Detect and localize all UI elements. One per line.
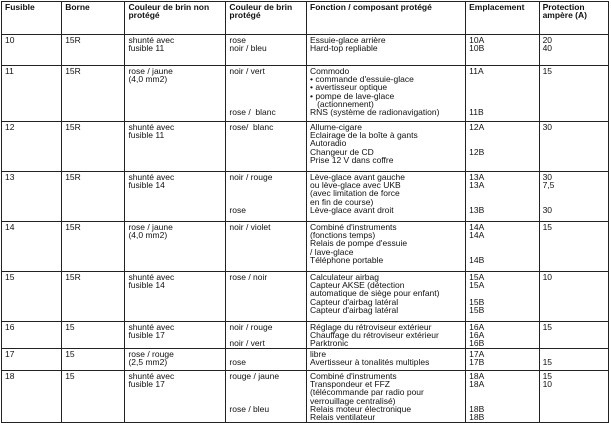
cell-line: (4,0 mm2) <box>128 74 168 85</box>
cell-line <box>229 380 304 388</box>
cell-line: noir / vert <box>229 338 265 349</box>
cell-line <box>229 388 304 396</box>
cell-protection <box>539 172 608 222</box>
cell-line: Commodo <box>310 66 350 76</box>
header-emplacement: Emplacement <box>466 2 539 35</box>
cell-fusible <box>2 371 62 423</box>
cell-line: ou lève-glace avec UKB <box>310 180 401 191</box>
table-row <box>2 122 609 172</box>
cell-non-protege <box>125 222 226 272</box>
cell-line: Parktronic <box>310 338 349 349</box>
cell-value: 14 <box>5 222 15 232</box>
cell-line: 11B <box>469 107 484 118</box>
cell-line: 30 <box>542 172 553 182</box>
cell-line <box>229 181 304 189</box>
cell-line: libre <box>310 349 327 359</box>
cell-line <box>229 83 304 91</box>
cell-fonction <box>307 172 466 222</box>
cell-line: Calculateur airbag <box>310 272 379 282</box>
cell-line: Changeur de CD <box>310 146 374 157</box>
cell-line: 17A <box>469 349 485 359</box>
cell-line <box>543 350 606 358</box>
cell-emplacement <box>466 272 539 322</box>
cell-line: 30 <box>542 204 553 215</box>
cell-line <box>229 92 304 100</box>
header-fusible: Fusible <box>2 2 62 35</box>
cell-line: automatique de siège pour enfant) <box>310 288 440 299</box>
cell-line: Relais ventilateur <box>310 412 376 423</box>
cell-borne <box>62 322 125 349</box>
cell-line: 18A <box>469 379 485 390</box>
cell-line: shunté avec <box>128 172 175 182</box>
cell-value: 18 <box>5 371 15 381</box>
cell-line: 15A <box>469 280 485 291</box>
table-row <box>2 172 609 222</box>
table-row <box>2 322 609 349</box>
cell-emplacement <box>466 349 539 371</box>
cell-line: 15 <box>542 357 553 368</box>
cell-line: fusible 14 <box>128 180 165 191</box>
cell-line: 14B <box>469 254 485 265</box>
cell-line: rouge / jaune <box>229 371 280 381</box>
cell-line: Combiné d'instruments <box>310 371 397 381</box>
cell-borne <box>62 122 125 172</box>
cell-line: 13A <box>469 172 485 182</box>
cell-value: 12 <box>5 122 15 132</box>
cell-line: 15B <box>469 304 485 315</box>
cell-line: rose / blanc <box>229 107 276 118</box>
cell-fusible <box>2 35 62 66</box>
cell-protection <box>539 66 608 122</box>
cell-protection <box>539 322 608 349</box>
cell-non-protege <box>125 322 226 349</box>
cell-value: 13 <box>5 172 15 182</box>
cell-line: Réglage du rétroviseur extérieur <box>310 322 432 332</box>
cell-line: rose/ blanc <box>229 122 274 132</box>
cell-line: 30 <box>542 122 553 132</box>
cell-line: rose / rouge <box>128 349 174 359</box>
cell-fonction <box>307 322 466 349</box>
cell-value: 15R <box>65 172 81 182</box>
cell-line: shunté avec <box>128 122 175 132</box>
cell-emplacement <box>466 371 539 423</box>
header-non-protege: Couleur de brin non protégé <box>125 2 226 35</box>
header-fonction: Fonction / composant protégé <box>307 2 466 35</box>
cell-line: 18B <box>469 403 485 414</box>
cell-line: RNS (système de radionavigation) <box>310 107 440 118</box>
cell-borne <box>62 349 125 371</box>
cell-line: 13A <box>469 180 485 191</box>
cell-line: 15 <box>542 66 553 76</box>
cell-fonction <box>307 371 466 423</box>
cell-line: 10B <box>469 43 485 54</box>
cell-line: fusible 11 <box>128 43 165 54</box>
cell-line: (avec limitation de force <box>310 188 400 199</box>
cell-value: 15 <box>65 322 75 332</box>
cell-line: en fin de course) <box>310 196 374 207</box>
cell-line <box>469 239 536 247</box>
cell-line: • commande d'essuie-glace <box>310 74 414 85</box>
cell-line: Avertisseur à tonalités multiples <box>310 357 430 368</box>
cell-line: 16A <box>469 330 485 341</box>
table-row <box>2 66 609 122</box>
cell-protection <box>539 349 608 371</box>
cell-line: 15 <box>542 371 553 381</box>
cell-value: 17 <box>5 349 15 359</box>
cell-line: noir / rouge <box>229 322 273 332</box>
cell-line: 18A <box>469 371 485 381</box>
cell-value: 15R <box>65 66 81 76</box>
cell-non-protege <box>125 172 226 222</box>
cell-line: Combiné d'instruments <box>310 222 397 232</box>
cell-line: • pompe de lave-glace <box>310 90 395 101</box>
cell-protege <box>226 222 307 272</box>
cell-borne <box>62 35 125 66</box>
cell-line: 10A <box>469 35 485 45</box>
cell-protection <box>539 371 608 423</box>
cell-fonction <box>307 222 466 272</box>
cell-line: 14A <box>469 230 485 241</box>
cell-line: 10 <box>542 379 553 390</box>
cell-line: Relais moteur électronique <box>310 403 412 414</box>
cell-line: fusible 17 <box>128 379 165 390</box>
fuse-table <box>1 1 609 423</box>
cell-protege <box>226 272 307 322</box>
cell-value: 16 <box>5 322 15 332</box>
cell-protege <box>226 322 307 349</box>
cell-line: rose / jaune <box>128 66 173 76</box>
cell-line: rose / jaune <box>128 222 173 232</box>
cell-line: 11A <box>469 66 484 76</box>
table-row <box>2 371 609 423</box>
cell-emplacement <box>466 66 539 122</box>
cell-non-protege <box>125 122 226 172</box>
cell-fonction <box>307 66 466 122</box>
cell-line: Relais de pompe d'essuie <box>310 238 408 249</box>
cell-line: rose / noir <box>229 272 268 282</box>
cell-line <box>469 131 536 139</box>
cell-line: noir / violet <box>229 222 271 232</box>
cell-value: 10 <box>5 35 15 45</box>
cell-line: 10 <box>542 272 553 282</box>
cell-line: 17B <box>469 357 485 368</box>
cell-line: shunté avec <box>128 371 175 381</box>
header-borne: Borne <box>62 2 125 35</box>
cell-line: Capteur d'airbag latéral <box>310 296 399 307</box>
cell-borne <box>62 172 125 222</box>
cell-line: Capteur d'airbag latéral <box>310 304 399 315</box>
cell-line: Lève-glace avant droit <box>310 204 394 215</box>
cell-line: noir / bleu <box>229 43 267 54</box>
table-row <box>2 349 609 371</box>
cell-fonction <box>307 349 466 371</box>
cell-line: 12B <box>469 146 485 157</box>
cell-line: Transpondeur et FFZ <box>310 379 390 390</box>
cell-line <box>229 75 304 83</box>
cell-emplacement <box>466 122 539 172</box>
cell-line: (2,5 mm2) <box>128 357 168 368</box>
cell-line: 15B <box>469 296 485 307</box>
cell-fusible <box>2 322 62 349</box>
cell-line: 14A <box>469 222 485 232</box>
cell-line <box>469 92 536 100</box>
cell-line: 16A <box>469 322 485 332</box>
cell-line: • avertisseur optique <box>310 82 388 93</box>
cell-line: (télécommande par radio pour <box>310 387 424 398</box>
cell-emplacement <box>466 322 539 349</box>
cell-value: 15R <box>65 35 81 45</box>
cell-line: fusible 17 <box>128 330 165 341</box>
cell-line: 15A <box>469 272 485 282</box>
cell-emplacement <box>466 35 539 66</box>
cell-protection <box>539 35 608 66</box>
header-protege: Couleur de brin protégé <box>226 2 307 35</box>
cell-protection <box>539 122 608 172</box>
cell-value: 15 <box>65 371 75 381</box>
cell-line: (fonctions temps) <box>310 230 376 241</box>
cell-line: 12A <box>469 122 485 132</box>
cell-fusible <box>2 122 62 172</box>
cell-protege <box>226 122 307 172</box>
cell-line: shunté avec <box>128 35 175 45</box>
cell-line: Allume-cigare <box>310 122 362 132</box>
cell-line: rose <box>229 35 246 45</box>
cell-fusible <box>2 66 62 122</box>
cell-protege <box>226 66 307 122</box>
cell-line: Lève-glace avant gauche <box>310 172 405 182</box>
cell-fusible <box>2 172 62 222</box>
cell-line <box>469 388 536 396</box>
cell-line: fusible 14 <box>128 280 165 291</box>
cell-line: Téléphone portable <box>310 254 384 265</box>
cell-line <box>469 189 536 197</box>
cell-line: 16B <box>469 338 485 349</box>
cell-line: Hard-top repliable <box>310 43 378 54</box>
cell-line <box>543 198 606 206</box>
header-protection: Protection ampère (A) <box>539 2 608 35</box>
cell-non-protege <box>125 35 226 66</box>
cell-line: rose / bleu <box>229 403 270 414</box>
cell-fusible <box>2 349 62 371</box>
cell-line: 13B <box>469 204 485 215</box>
cell-emplacement <box>466 172 539 222</box>
cell-value: 15R <box>65 222 81 232</box>
cell-line: 18B <box>469 412 485 423</box>
cell-line: / lave-glace <box>310 246 354 257</box>
cell-line: Capteur AKSE (détection <box>310 280 405 291</box>
cell-protection <box>539 222 608 272</box>
cell-non-protege <box>125 371 226 423</box>
cell-protege <box>226 172 307 222</box>
cell-line: 15 <box>542 322 553 332</box>
cell-line <box>469 75 536 83</box>
table-row <box>2 35 609 66</box>
cell-fusible <box>2 222 62 272</box>
cell-protection <box>539 272 608 322</box>
cell-line: rose <box>229 204 246 215</box>
cell-fonction <box>307 35 466 66</box>
table-row <box>2 222 609 272</box>
cell-non-protege <box>125 66 226 122</box>
cell-line: Autoradio <box>310 138 347 149</box>
table-row <box>2 272 609 322</box>
cell-fusible <box>2 272 62 322</box>
cell-value: 15 <box>5 272 15 282</box>
cell-borne <box>62 222 125 272</box>
cell-line: Eclairage de la boîte à gants <box>310 130 418 141</box>
cell-line: rose <box>229 357 246 368</box>
cell-line: Essuie-glace arrière <box>310 35 386 45</box>
cell-line: (actionnement) <box>310 98 374 109</box>
cell-non-protege <box>125 272 226 322</box>
cell-line <box>469 83 536 91</box>
cell-line: Chauffage du rétroviseur extérieur <box>310 330 439 341</box>
cell-line: noir / vert <box>229 66 265 76</box>
cell-protege <box>226 35 307 66</box>
cell-line: 7,5 <box>542 180 555 191</box>
cell-borne <box>62 371 125 423</box>
cell-line: Prise 12 V dans coffre <box>310 154 394 165</box>
cell-value: 15R <box>65 122 81 132</box>
cell-fonction <box>307 272 466 322</box>
cell-line: (4,0 mm2) <box>128 230 168 241</box>
cell-protege <box>226 371 307 423</box>
fuse-table-body <box>2 35 609 423</box>
cell-line: shunté avec <box>128 272 175 282</box>
cell-value: 15R <box>65 272 81 282</box>
cell-non-protege <box>125 349 226 371</box>
cell-line: 20 <box>542 35 553 45</box>
cell-line <box>229 189 304 197</box>
cell-borne <box>62 272 125 322</box>
cell-line: 40 <box>542 43 553 54</box>
cell-line: 15 <box>542 222 553 232</box>
header-row <box>2 2 609 35</box>
cell-fonction <box>307 122 466 172</box>
cell-line: shunté avec <box>128 322 175 332</box>
cell-value: 15 <box>65 349 75 359</box>
cell-borne <box>62 66 125 122</box>
cell-line: noir / rouge <box>229 172 273 182</box>
cell-line: fusible 11 <box>128 130 165 141</box>
cell-line <box>543 189 606 197</box>
cell-line: verrouillage centralisé) <box>310 395 396 406</box>
cell-emplacement <box>466 222 539 272</box>
cell-value: 11 <box>5 66 14 76</box>
cell-protege <box>226 349 307 371</box>
